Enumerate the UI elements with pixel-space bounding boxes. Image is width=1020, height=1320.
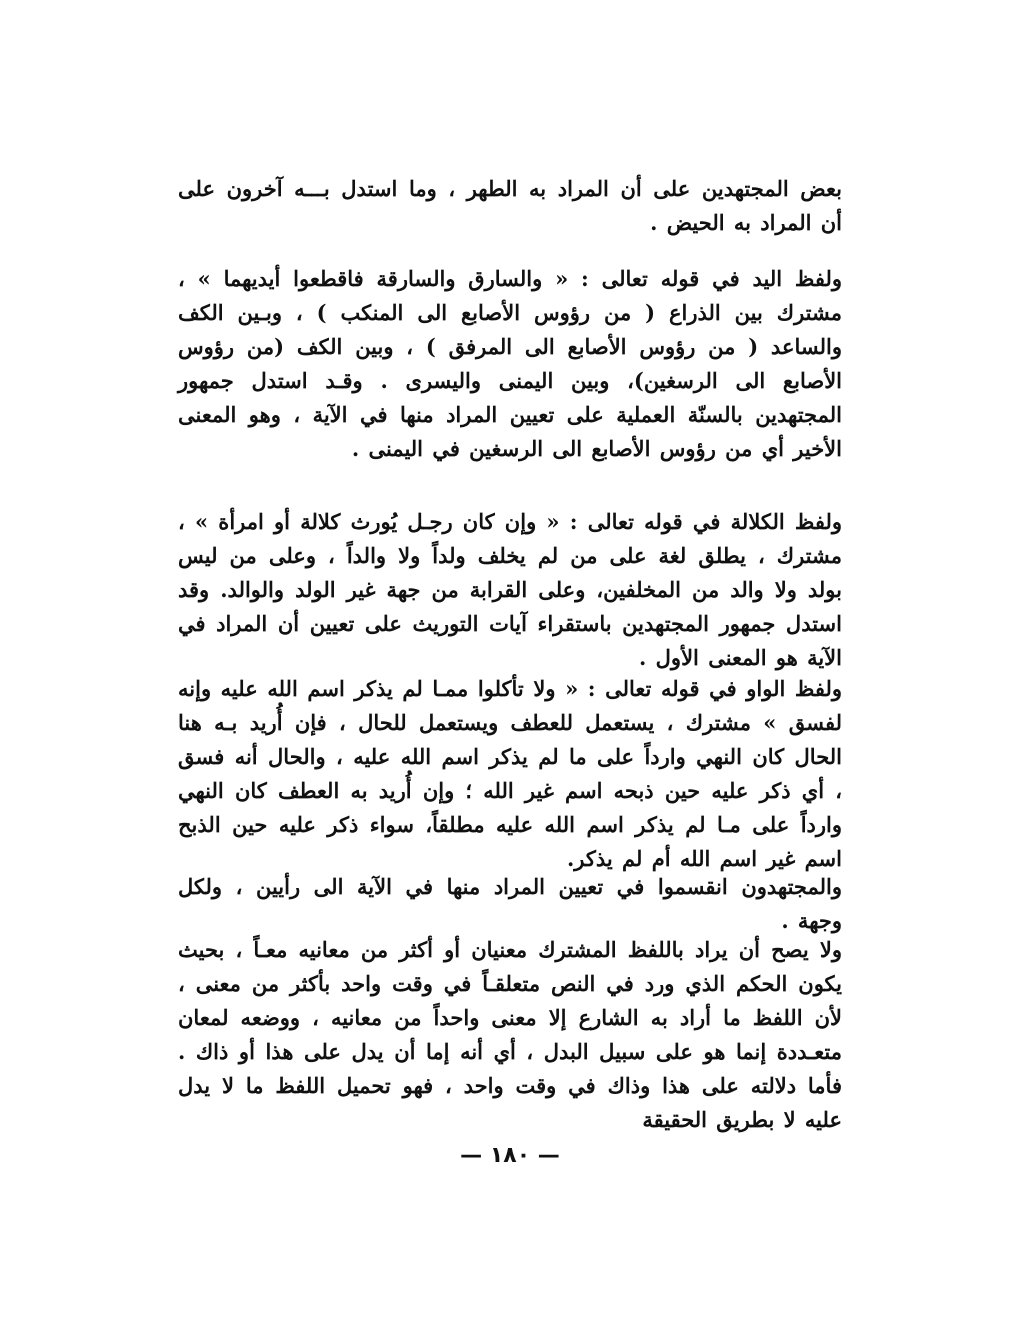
paragraph-homonym-rule: ولا يصح أن يراد باللفظ المشترك معنيان أو أكثر من معانيه معـاً ، بحيث يكون الحكم الذي ورد في النص متعلقـاً في وقت واحد بأكثر من معنى ، لأن اللفظ ما أراد به الشارع إلا معنى واحداً من معانيه ، ووضعه لمعان متعـددة إنما هو على سبيل البدل ، أي أنه إما أن يدل على هذا أو ذاك . فأما دلالته على هذا وذاك في وقت واحد ، فهو تحميل اللفظ ما لا يدل عليه لا بطريق الحقيقة (178, 937, 842, 1132)
paragraph-mujtahidun: والمجتهدون انقسموا في تعيين المراد منها في الآية الى رأيين ، ولكل وجهة . (178, 874, 842, 933)
page-number: — ١٨٠ — (460, 1143, 560, 1168)
paragraph-hand: ولفظ اليد في قوله تعالى : « والسارق والسارقة فاقطعوا أيديهما » ، مشترك بين الذراع ( من رؤوس الأصابع الى المنكب ) ، وبـين الكف والساعد ( من رؤوس الأصابع الى المرفق ) ، وبين الكف (من رؤوس الأصابع الى الرسغين)، وبين اليمنى واليسرى . وقـد استدل جمهور المجتهدين بالسنّة العملية على تعيين المراد منها في الآية ، وهو المعنى الأخير أي من رؤوس الأصابع الى الرسغين في اليمنى . (178, 266, 842, 461)
paragraph-continuation: بعض المجتهدين على أن المراد به الطهر ، وما استدل بـــه آخرون على أن المراد به الحيض . (178, 176, 842, 235)
paragraph-kalala: ولفظ الكلالة في قوله تعالى : « وإن كان رجـل يُورث كلالة أو امرأة » ، مشترك ، يطلق لغة على من لم يخلف ولداً ولا والداً ، وعلى من ليس بولد ولا والد من المخلفين، وعلى القرابة من جهة غير الولد والوالد. وقد استدل جمهور المجتهدين باستقراء آيات التوريث على تعيين أن المراد في الآية هو المعنى الأول . (178, 509, 842, 670)
paragraph-waw: ولفظ الواو في قوله تعالى : « ولا تأكلوا ممـا لم يذكر اسم الله عليه وإنه لفسق » مشترك ، يستعمل للعطف ويستعمل للحال ، فإن أُريد بـه هنا الحال كان النهي وارداً على ما لم يذكر اسم الله عليه ، والحال أنه فسق ، أي ذكر عليه حين ذبحه اسم غير الله ؛ وإن أُريد به العطف كان النهي وارداً على مـا لم يذكر اسم الله عليه مطلقاً، سواء ذكر عليه حين الذبح اسم غير اسم الله أم لم يذكر. (178, 676, 842, 871)
